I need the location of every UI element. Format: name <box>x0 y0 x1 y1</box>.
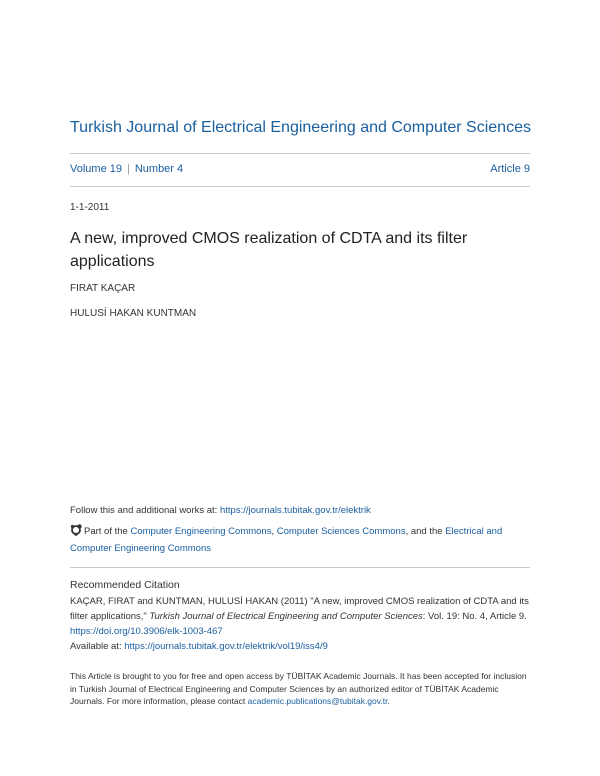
volume-link[interactable]: Volume 19 <box>70 163 122 175</box>
access-notice-text: This Article is brought to you for free and open access by TÜBİTAK Academic Journals. It has been accepted for inclusion in Turkish Journal of Electrical Engineering and Computer Sciences by an authorized editor of TÜBİTAK Academic Journals. For more information, please contact <box>70 671 527 706</box>
issue-info <box>70 163 183 175</box>
number-link[interactable]: Number 4 <box>134 163 184 175</box>
citation-details: : Vol. 19: No. 4, Article 9. <box>422 611 527 622</box>
part-of-section <box>70 523 530 557</box>
divider-top <box>70 153 530 154</box>
follow-link[interactable]: https://journals.tubitak.gov.tr/elektrik <box>219 505 371 516</box>
available-url-link[interactable]: https://journals.tubitak.gov.tr/elektrik/vol19/iss4/9 <box>124 641 328 652</box>
doi-link[interactable]: https://doi.org/10.3906/elk-1003-467 <box>70 626 223 637</box>
follow-text: Follow this and additional works at: <box>70 505 220 516</box>
recommended-citation-heading: Recommended Citation <box>70 579 180 591</box>
citation-text: KAÇAR, FIRAT and KUNTMAN, HULUSİ HAKAN (2011) "A new, improved CMOS realization of CDTA and its filter applications," <box>70 596 529 622</box>
journal-title[interactable]: Turkish Journal of Electrical Engineering and Computer Sciences <box>70 119 531 136</box>
article-title: A new, improved CMOS realization of CDTA and its filter applications <box>70 230 468 270</box>
article-number-link[interactable]: Article 9 <box>490 163 530 175</box>
divider-citation <box>70 567 530 568</box>
partof-sep-2: , and the <box>405 526 446 537</box>
access-notice <box>70 670 532 708</box>
contact-email-link[interactable]: academic.publications@tubitak.gov.tr <box>247 696 388 706</box>
publication-date: 1-1-2011 <box>70 202 110 213</box>
author-2: HULUSİ HAKAN KUNTMAN <box>70 308 197 319</box>
commons-network-icon <box>70 524 82 536</box>
issue-separator: | <box>126 163 130 175</box>
partof-sep-1: , <box>271 526 277 537</box>
access-notice-end: . <box>387 696 390 706</box>
partof-prefix: Part of the <box>84 526 131 537</box>
author-1: FIRAT KAÇAR <box>70 283 136 294</box>
divider-issue <box>70 186 530 187</box>
electrical-computer-engineering-commons-link[interactable]: Electrical and Computer Engineering Commons <box>70 526 503 554</box>
computer-sciences-commons-link[interactable]: Computer Sciences Commons <box>276 526 406 537</box>
computer-engineering-commons-link[interactable]: Computer Engineering Commons <box>130 526 272 537</box>
citation-journal: Turkish Journal of Electrical Engineering and Computer Sciences <box>149 611 423 622</box>
citation-body <box>70 594 532 654</box>
follow-line <box>70 505 371 516</box>
available-label: Available at: <box>70 641 125 652</box>
